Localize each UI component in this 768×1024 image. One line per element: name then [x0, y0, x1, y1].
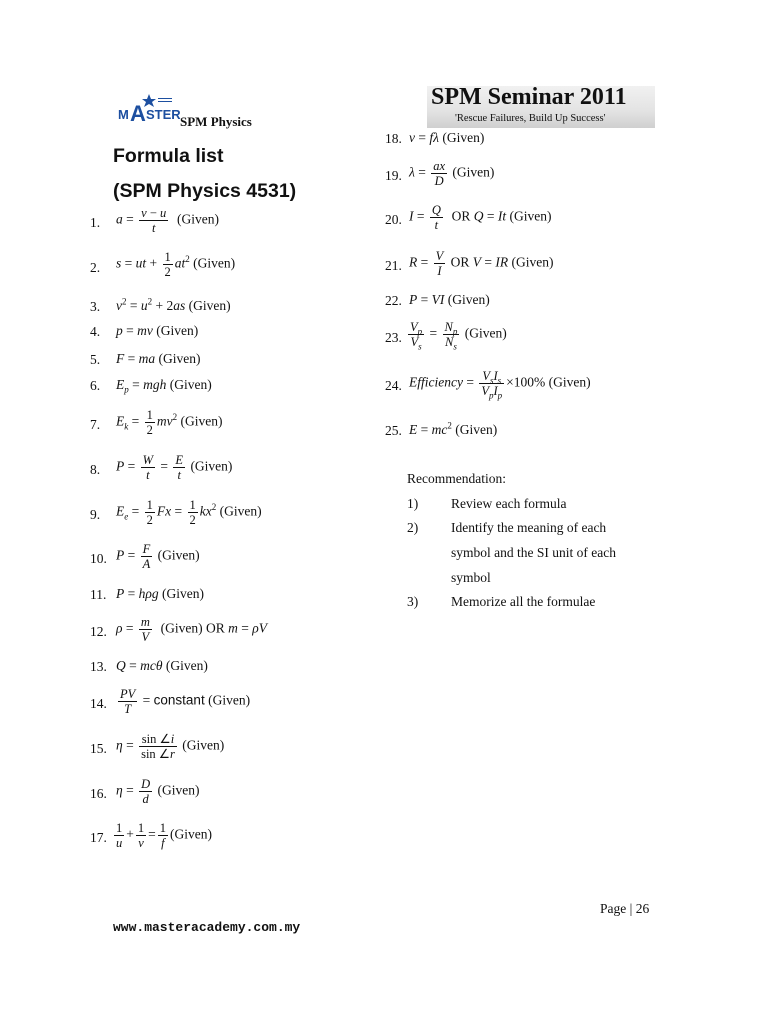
formula-15: η = $\frac{\sin \angle i}{\sin \angle r}$ (Given) [116, 732, 225, 761]
svg-text:STER: STER [146, 107, 181, 122]
formula-14: $\frac{PV}{T}$ = constant (Given) [120, 687, 251, 716]
formula-5: F = ma (Given) [116, 351, 201, 366]
formula-22: P = VI (Given) [409, 292, 490, 307]
formula-24: Efficiency = $\frac{V_sI_s}{V_pI_p}$ ×100% (Given) [409, 369, 591, 401]
formula-number: 6. [90, 378, 101, 393]
recommendation-item: Identify the meaning of each [451, 520, 607, 535]
formula-13: Q = mcθ (Given) [116, 658, 208, 673]
recommendation-item: symbol and the SI unit of each [451, 545, 616, 560]
recommendation-number: 2) [407, 520, 419, 535]
formula-number: 15. [90, 741, 107, 756]
formula-number: 21. [385, 258, 402, 273]
banner-title: SPM Seminar 2011 [431, 84, 627, 110]
formula-number: 23. [385, 330, 402, 345]
formula-number: 14. [90, 696, 107, 711]
recommendation-number: 1) [407, 496, 419, 511]
formula-number: 4. [90, 324, 101, 339]
formula-7: $E_k$ = $\frac{1}{2}$ $mv^2$ (Given) [116, 408, 223, 437]
master-logo [116, 92, 186, 122]
formula-number: 5. [90, 352, 101, 367]
page-title: Formula list [113, 145, 224, 167]
svg-text:A: A [130, 101, 146, 124]
formula-25: $E = mc^2$ (Given) [409, 420, 498, 437]
formula-9: $E_e$ = $\frac{1}{2}$ Fx = $\frac{1}{2}$ $kx^2$ (Given) [116, 498, 262, 527]
recommendation-heading: Recommendation: [407, 471, 506, 486]
formula-3: $v^2 = u^2 + 2as$ (Given) [116, 296, 231, 313]
formula-6: $E_p$ = mgh (Given) [116, 377, 212, 395]
formula-16: η = $\frac{D}{d}$ (Given) [116, 777, 200, 806]
formula-11: P = hρg (Given) [116, 586, 204, 601]
formula-number: 18. [385, 131, 402, 146]
formula-number: 20. [385, 212, 402, 227]
page-subtitle: (SPM Physics 4531) [113, 180, 297, 202]
formula-2: s = ut + $\frac{1}{2}$ $at^2$ (Given) [116, 250, 236, 279]
formula-8: P = $\frac{W}{t}$ = $\frac{E}{t}$ (Given) [116, 453, 233, 482]
formula-20: I = $\frac{Q}{t}$ OR Q = It (Given) [409, 203, 552, 232]
formula-number: 11. [90, 587, 107, 602]
formula-number: 7. [90, 417, 101, 432]
formula-number: 13. [90, 659, 107, 674]
formula-number: 1. [90, 215, 101, 230]
formula-number: 25. [385, 423, 402, 438]
recommendation-item: symbol [451, 570, 491, 585]
formula-number: 22. [385, 293, 402, 308]
formula-17: $\frac{1}{u}$ + $\frac{1}{v}$ = $\frac{1}{f}$ (Given) [116, 821, 212, 850]
formula-number: 8. [90, 462, 101, 477]
formula-number: 9. [90, 507, 101, 522]
recommendation-number: 3) [407, 594, 419, 609]
formula-number: 3. [90, 299, 101, 314]
formula-12: ρ = $\frac{m}{V}$ (Given) OR m = ρV [116, 615, 267, 644]
formula-21: R = $\frac{V}{I}$ OR V = IR (Given) [409, 249, 554, 278]
formula-19: λ = $\frac{ax}{D}$ (Given) [409, 159, 495, 188]
formula-4: p = mv (Given) [116, 323, 199, 338]
formula-number: 2. [90, 260, 101, 275]
formula-number: 24. [385, 378, 402, 393]
subject-label: SPM Physics [180, 114, 252, 129]
formula-10: P = $\frac{F}{A}$ (Given) [116, 542, 200, 571]
svg-text:M: M [118, 107, 129, 122]
formula-1: a = $\frac{v - u}{t}$ (Given) [116, 206, 219, 235]
formula-number: 12. [90, 624, 107, 639]
formula-18: v = fλ (Given) [409, 130, 485, 145]
formula-number: 16. [90, 786, 107, 801]
banner-subtitle: 'Rescue Failures, Build Up Success' [455, 113, 606, 124]
formula-23: $\frac{V_p}{V_s}$ = $\frac{N_p}{N_s}$ (Given) [410, 320, 507, 352]
recommendation-item: Memorize all the formulae [451, 594, 596, 609]
formula-number: 19. [385, 168, 402, 183]
seminar-banner [427, 86, 655, 128]
formula-number: 10. [90, 551, 107, 566]
recommendation-item: Review each formula [451, 496, 567, 511]
formula-number: 17. [90, 830, 107, 845]
page-number: Page | 26 [600, 901, 650, 916]
website-url: www.masteracademy.com.my [113, 920, 301, 935]
